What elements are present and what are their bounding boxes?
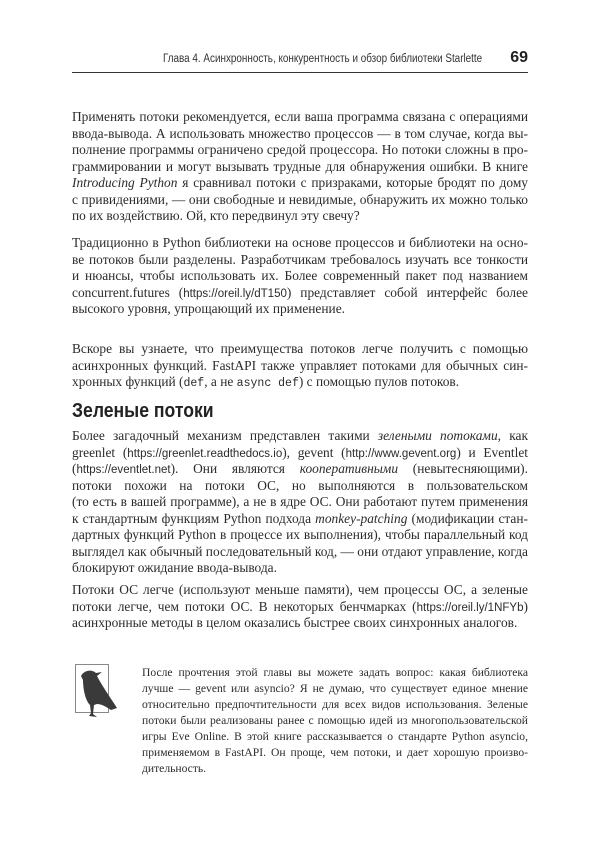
text-segment: ) и Eventlet [456,444,528,460]
text-segment: Вскоре вы узнаете, что преимущества потоков легче получить с помощью [72,341,528,356]
text-segment: я сравнивал потоки с призраками, которые бродят по дому [177,175,528,190]
text-line [142,665,528,681]
text-segment: относительно предпочтительности для всех видов использования. Зеленые [142,698,528,711]
text-segment: асинхронные методы в целом оказались быстрее своих синхронных аналогов. [72,615,518,630]
text-segment: ), gevent ( [282,444,346,460]
italic-text: зелеными потоками [377,428,498,443]
text-segment: ве потоков были разделены. Разработчикам требовалось изучать все тонкости [72,251,528,267]
text-segment: высокого уровня, упрощающий их применение. [72,301,345,316]
text-segment: выглядел как обычный последовательный код, — они отдают управление, когда [72,543,528,559]
text-line [72,560,528,577]
text-line [72,582,528,599]
text-segment: , а не [204,374,237,389]
link-text[interactable]: https://greenlet.readthedocs.io [127,447,283,460]
text-line [72,374,528,391]
text-segment: по их воздействию. Ой, кто передвинул эту свечу? [72,208,360,223]
text-line [72,285,528,302]
paragraph [72,428,528,577]
text-segment: хронных функций ( [72,374,184,389]
text-line [72,428,528,445]
paragraph [72,109,528,225]
text-segment: (модификации стан- [407,510,528,526]
section-heading: Зеленые потоки [72,400,214,422]
text-line [142,681,528,697]
italic-text: кооперативными [299,461,399,476]
text-line [72,252,528,269]
paragraph [72,235,528,318]
text-line [72,494,528,511]
text-segment: greenlet ( [72,444,128,460]
text-line [72,615,528,632]
text-line [72,175,528,192]
text-segment: лучше — gevent или asyncio? Я не думаю, что существует единое мнение [142,682,528,695]
text-line [72,192,528,209]
text-line [142,745,528,761]
text-segment: игры Eve Online. В этой книге рассказывается о стандарте Python asyncio, [142,730,528,743]
link-text[interactable]: https://oreil.ly/1NFYb [416,601,524,614]
text-segment: дартных функций Python в процессе их выполнения), чтобы параллельный код [72,527,528,542]
text-line [142,761,528,777]
text-segment: ( [72,461,77,476]
text-segment: ) с помощью пулов потоков. [298,374,460,389]
text-line [72,461,528,478]
text-segment: ) [523,598,528,614]
link-text[interactable]: https://eventlet.net [76,464,171,476]
crow-icon [75,664,119,722]
text-line [72,142,528,159]
text-segment: к стандартным функциям Python подхода [72,510,316,526]
text-line [72,159,528,176]
text-line [72,478,528,495]
text-line [72,208,528,225]
text-line [72,126,528,143]
text-segment: потоки легче, чем потоки ОС. В некоторых бенчмарках ( [72,598,417,614]
text-line [72,235,528,252]
text-line [72,358,528,375]
link-text[interactable]: http://www.gevent.org [345,447,457,460]
text-line [142,729,528,745]
text-line [72,527,528,544]
text-segment: полнение программы ограничено средой процессора. Но потоки сложны в про- [72,142,528,157]
text-line [72,341,528,358]
text-segment: блокируют ожидание ввода-вывода. [72,560,277,575]
text-segment: дительность. [142,762,207,775]
text-line [72,544,528,561]
code-text: def [183,377,205,390]
text-line [72,511,528,528]
text-segment: (то есть в вашей программе), а не в ядре ОС. Они работают путем применения [72,494,528,509]
code-text: async def [236,377,299,390]
text-line [72,301,528,318]
text-segment: ввода-вывода. А использовать множество процессов — в том случае, когда вы- [72,125,528,141]
text-segment: (невытесняющими). [412,461,528,476]
italic-text: monkey-patching [315,510,408,526]
text-segment: Традиционно в Python библиотеки на основе процессов и библиотеки на осно- [72,235,528,250]
text-segment: ). Они являются [170,461,300,476]
text-segment: потоки похожи на потоки ОС, но выполняются в пользовательском [72,477,528,493]
chapter-title: Глава 4. Асинхронность, конкурентность и обзор библиотеки Starlette [162,53,482,65]
text-segment: Потоки ОС легче (используют меньше памяти), чем процессы ОС, а зеленые [72,582,528,597]
text-segment: Более загадочный механизм представлен такими [72,428,378,443]
italic-text: Introducing Python [72,175,178,190]
running-header [72,50,528,73]
text-segment: ) представляет собой интерфейс более [286,284,528,300]
link-text[interactable]: https://oreil.ly/dT150 [183,287,287,300]
paragraph [72,582,528,632]
text-line [142,697,528,713]
text-segment: асинхронных функций. FastAPI также управляет потоками для обычных син- [72,357,528,373]
paragraph [72,341,528,391]
text-segment: concurrent.futures ( [72,284,184,300]
text-segment: применяемом в FastAPI. Он проще, чем потоки, и дает хорошую произво- [142,746,528,759]
text-segment: После прочтения этой главы вы можете задать вопрос: какая библиотека [142,666,528,679]
text-segment: с привидениями, — они свободные и невидимые, обнаружить их можно только [72,191,528,207]
text-line [72,599,528,616]
note-box [142,665,528,777]
text-line [72,445,528,462]
text-segment: граммировании и могут вызывать трудные для обнаружения ошибки. В книге [72,158,528,174]
text-segment: Применять потоки рекомендуется, если ваша программа связана с операциями [72,109,528,124]
text-line [142,713,528,729]
text-line [72,268,528,285]
text-segment: и нюансы, чтобы использовать их. Более современный пакет под названием [72,268,528,283]
page-number: 69 [510,49,528,66]
text-segment: , как [497,428,528,443]
text-line [72,109,528,126]
text-segment: потоки были реализованы ранее с помощью идей из многопользовательской [142,714,528,727]
